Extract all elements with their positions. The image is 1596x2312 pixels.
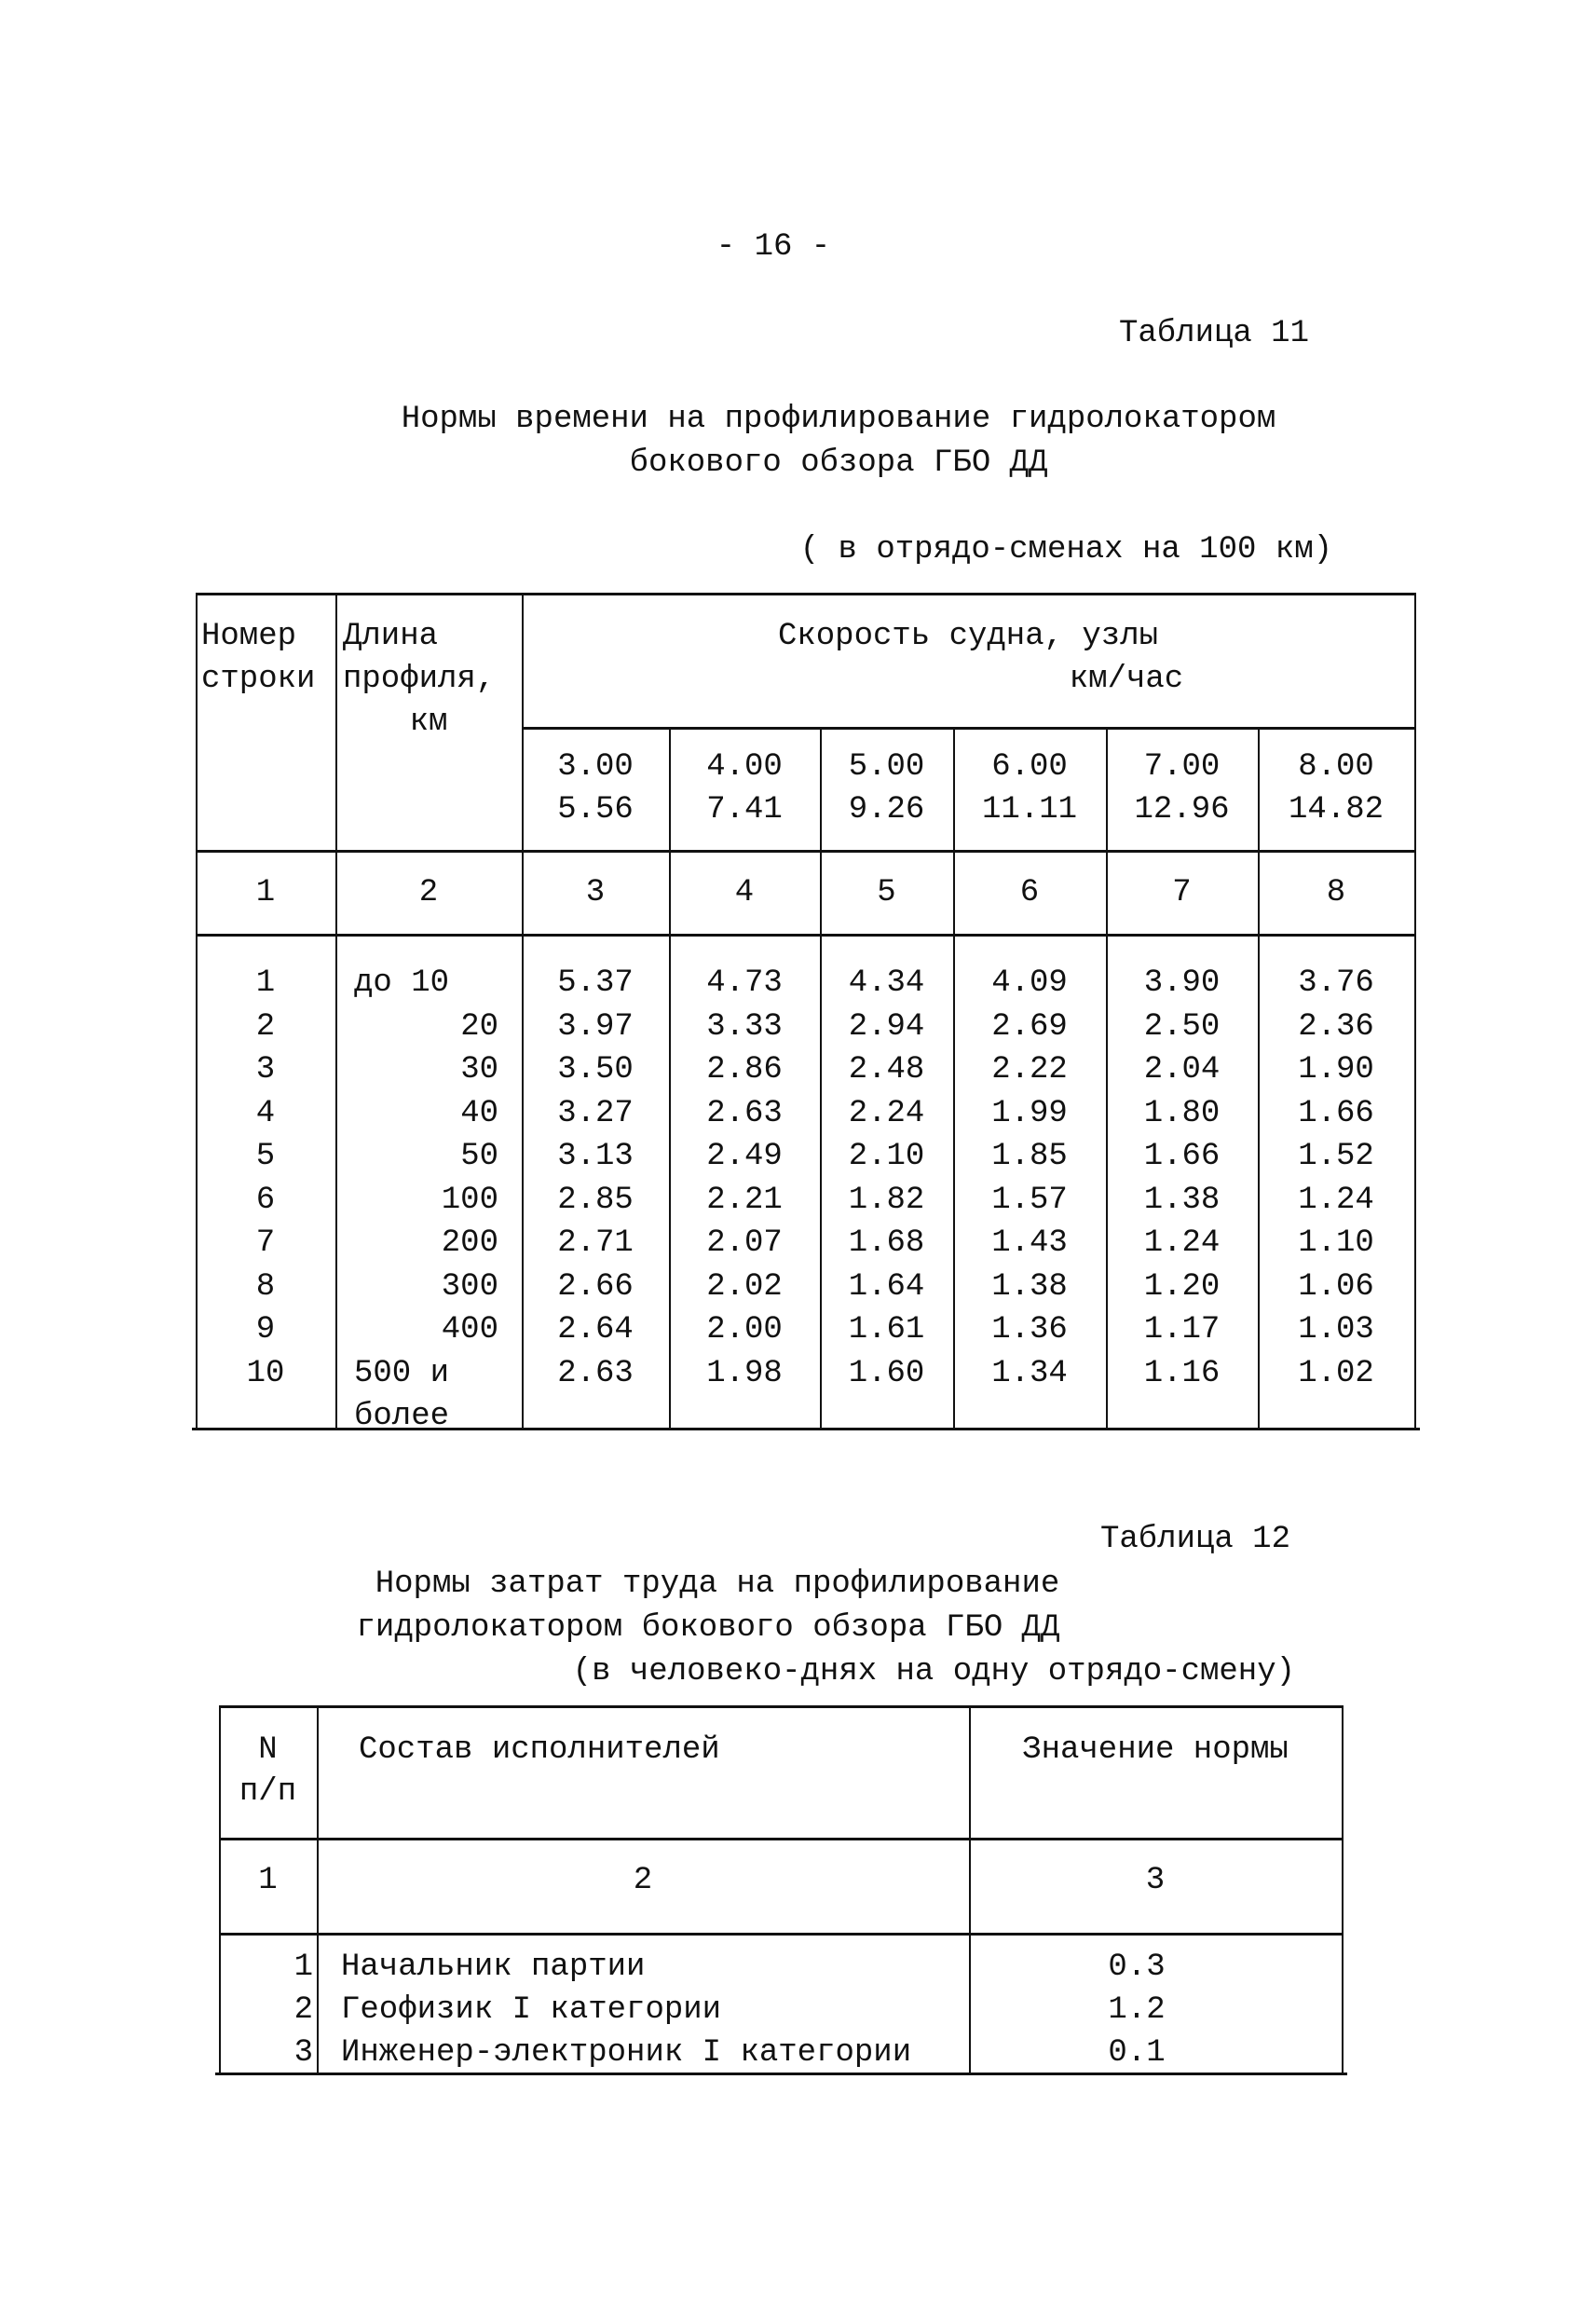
header-speed-kmh: км/час: [1069, 662, 1184, 697]
header-norm: Значение нормы: [1022, 1732, 1289, 1768]
header-profile-length: Длина: [343, 619, 439, 654]
row-norm: 0.3: [1108, 1949, 1166, 1985]
row-value: 1.80: [1143, 1095, 1221, 1131]
column-number: 7: [1172, 875, 1192, 910]
row-number: 10: [246, 1355, 285, 1391]
row-length: 50: [460, 1139, 498, 1174]
table12-label: Таблица 12: [1099, 1522, 1290, 1557]
row-value: 2.04: [1143, 1052, 1221, 1088]
column-number: 5: [877, 875, 896, 910]
row-value: 5.37: [557, 965, 634, 1001]
row-value: 2.48: [848, 1052, 925, 1088]
row-value: 1.36: [991, 1312, 1068, 1348]
header-speed-value: 11.11: [981, 792, 1078, 828]
row-length: 300: [441, 1268, 498, 1305]
row-staff: Инженер-электроник I категории: [341, 2035, 912, 2071]
row-number: 3: [255, 1052, 276, 1088]
header-speed-value: 7.00: [1143, 749, 1221, 785]
row-norm: 0.1: [1108, 2035, 1166, 2071]
row-value: 2.94: [848, 1008, 925, 1045]
header-speed-value: 9.26: [848, 792, 925, 828]
row-value: 1.03: [1298, 1312, 1374, 1348]
row-number: 1: [255, 965, 276, 1001]
column-number: 1: [258, 1863, 278, 1898]
row-length: до 10: [354, 965, 450, 1001]
row-value: 1.82: [848, 1182, 925, 1218]
row-length: 20: [460, 1008, 498, 1045]
table11-label: Таблица 11: [1118, 316, 1309, 351]
row-length: 400: [441, 1312, 498, 1348]
table12-title-line1: Нормы затрат труда на профилирование: [375, 1566, 1060, 1602]
row-value: 3.90: [1143, 965, 1221, 1001]
table12-top-border: [219, 1705, 1342, 1708]
row-value: 2.22: [991, 1052, 1068, 1088]
row-value: 1.57: [991, 1182, 1068, 1218]
row-value: 2.10: [848, 1139, 925, 1174]
row-value: 2.07: [706, 1225, 783, 1261]
row-value: 1.06: [1298, 1268, 1374, 1305]
row-value: 1.66: [1143, 1139, 1221, 1174]
row-length: 30: [460, 1052, 498, 1088]
row-length: 200: [441, 1225, 498, 1261]
header-speed-value: 14.82: [1288, 792, 1385, 828]
row-value: 1.60: [848, 1355, 925, 1391]
column-number: 3: [1145, 1863, 1166, 1898]
header-speed-value: 8.00: [1298, 749, 1374, 785]
row-length: более: [354, 1399, 450, 1434]
table11-column-numbers-rule: [196, 934, 1414, 937]
table11-top-border: [196, 593, 1414, 595]
row-value: 1.64: [848, 1268, 925, 1305]
table12-units: (в человеко-днях на одну отрядо-смену): [572, 1654, 1295, 1690]
row-value: 2.02: [706, 1268, 783, 1305]
row-number: 8: [255, 1268, 276, 1305]
row-value: 4.73: [706, 965, 783, 1001]
column-number: 6: [1019, 875, 1040, 910]
row-value: 2.71: [557, 1225, 634, 1261]
table11-title-line2: бокового обзора ГБО ДД: [629, 445, 1048, 481]
header-speed-value: 5.00: [848, 749, 925, 785]
row-value: 2.66: [557, 1268, 634, 1305]
row-number: 2: [293, 1992, 313, 2028]
row-value: 1.24: [1298, 1182, 1374, 1218]
row-number: 4: [255, 1095, 276, 1131]
row-value: 3.33: [706, 1008, 783, 1045]
row-value: 2.21: [706, 1182, 783, 1218]
row-number: 6: [255, 1182, 276, 1218]
table12-header-bottom-rule: [219, 1838, 1342, 1840]
row-value: 1.17: [1143, 1312, 1221, 1348]
row-value: 1.90: [1298, 1052, 1374, 1088]
header-profile-length: профиля,: [343, 662, 496, 697]
table12-title-line2: гидролокатором бокового обзора ГБО ДД: [356, 1610, 1060, 1646]
row-norm: 1.2: [1108, 1992, 1166, 2028]
row-value: 1.43: [991, 1225, 1068, 1261]
table12-column-numbers-rule: [219, 1933, 1342, 1936]
table11-units: ( в отрядо-сменах на 100 км): [799, 532, 1332, 568]
row-value: 2.63: [706, 1095, 783, 1131]
column-number: 2: [418, 875, 439, 910]
table11-header-bottom-rule: [196, 850, 1414, 853]
row-value: 1.02: [1298, 1355, 1374, 1391]
row-number: 1: [293, 1949, 313, 1985]
row-value: 2.50: [1143, 1008, 1221, 1045]
row-value: 1.99: [991, 1095, 1068, 1131]
row-value: 3.27: [557, 1095, 634, 1131]
column-number: 8: [1326, 875, 1346, 910]
table11-title-line1: Нормы времени на профилирование гидролокатором: [401, 402, 1276, 437]
header-speed-value: 4.00: [706, 749, 783, 785]
row-value: 3.50: [557, 1052, 634, 1088]
row-value: 1.85: [991, 1139, 1068, 1174]
row-value: 2.63: [557, 1355, 634, 1391]
row-value: 1.68: [848, 1225, 925, 1261]
page-number: - 16 -: [716, 229, 831, 265]
row-value: 2.86: [706, 1052, 783, 1088]
row-value: 1.34: [991, 1355, 1068, 1391]
row-number: 3: [293, 2035, 313, 2071]
row-value: 4.09: [991, 965, 1068, 1001]
row-value: 2.24: [848, 1095, 925, 1131]
header-n: N: [258, 1732, 278, 1768]
table12-right-border: [1342, 1705, 1344, 2073]
row-value: 1.10: [1298, 1225, 1374, 1261]
table11-speed-subheader-rule: [522, 727, 1414, 730]
header-row-number: строки: [201, 662, 316, 697]
row-value: 2.85: [557, 1182, 634, 1218]
header-speed-value: 3.00: [557, 749, 634, 785]
row-value: 3.76: [1298, 965, 1374, 1001]
row-value: 4.34: [848, 965, 925, 1001]
row-value: 1.52: [1298, 1139, 1374, 1174]
header-profile-length: км: [409, 705, 448, 740]
row-number: 2: [255, 1008, 276, 1045]
row-length: 40: [460, 1095, 498, 1131]
header-row-number: Номер: [201, 619, 297, 654]
column-number: 2: [633, 1863, 653, 1898]
row-value: 2.64: [557, 1312, 634, 1348]
column-number: 3: [585, 875, 606, 910]
row-staff: Геофизик I категории: [341, 1992, 722, 2028]
row-length: 100: [441, 1182, 498, 1218]
column-number: 4: [734, 875, 755, 910]
row-staff: Начальник партии: [341, 1949, 646, 1985]
row-value: 2.49: [706, 1139, 783, 1174]
row-value: 1.38: [1143, 1182, 1221, 1218]
header-speed-knots: Скорость судна, узлы: [777, 619, 1159, 654]
header-speed-value: 12.96: [1134, 792, 1230, 828]
row-number: 5: [255, 1139, 276, 1174]
row-value: 1.66: [1298, 1095, 1374, 1131]
row-number: 7: [255, 1225, 276, 1261]
column-number: 1: [255, 875, 276, 910]
row-value: 1.38: [991, 1268, 1068, 1305]
row-length: 500 и: [354, 1355, 450, 1391]
row-value: 2.36: [1298, 1008, 1374, 1045]
header-speed-value: 6.00: [991, 749, 1068, 785]
row-value: 1.24: [1143, 1225, 1221, 1261]
row-value: 2.69: [991, 1008, 1068, 1045]
header-speed-value: 7.41: [706, 792, 783, 828]
row-value: 3.13: [557, 1139, 634, 1174]
row-value: 1.98: [706, 1355, 783, 1391]
row-number: 9: [255, 1312, 276, 1348]
row-value: 2.00: [706, 1312, 783, 1348]
table11-right-border: [1414, 593, 1416, 1428]
row-value: 3.97: [557, 1008, 634, 1045]
row-value: 1.16: [1143, 1355, 1221, 1391]
row-value: 1.20: [1143, 1268, 1221, 1305]
header-n: п/п: [239, 1774, 297, 1810]
row-value: 1.61: [848, 1312, 925, 1348]
header-speed-value: 5.56: [557, 792, 634, 828]
header-staff: Состав исполнителей: [359, 1732, 720, 1768]
